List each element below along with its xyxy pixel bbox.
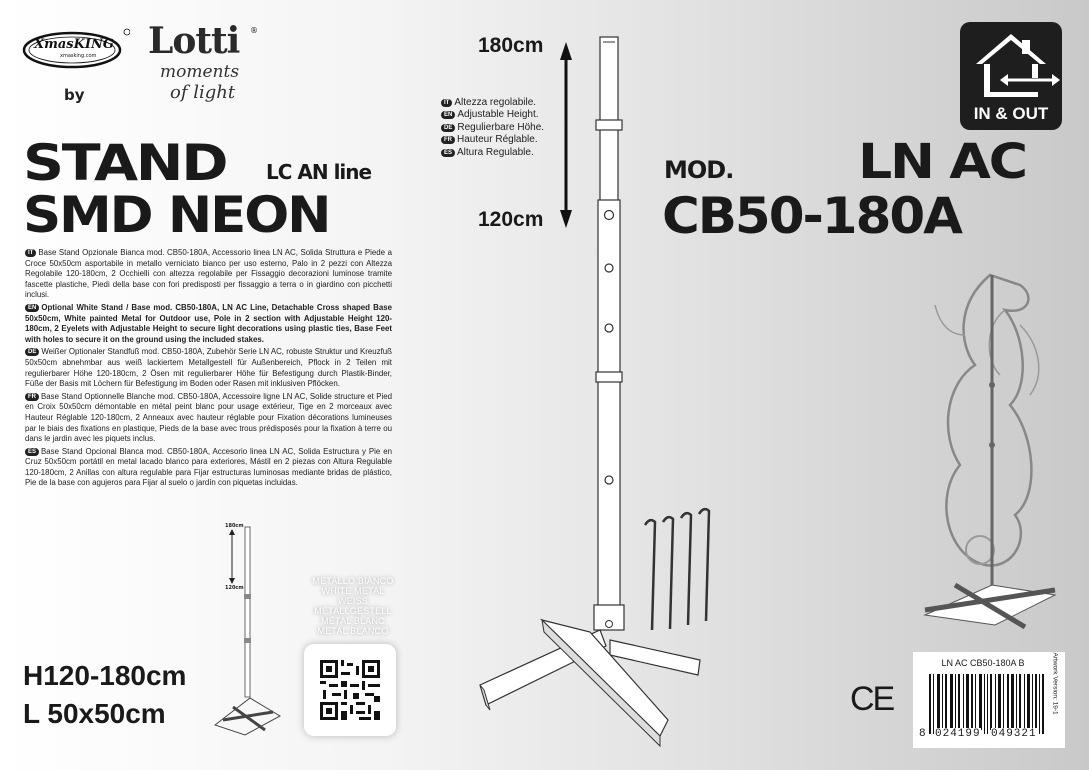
- description-fr: FR Base Stand Optionnelle Blanche mod. CB50-180A, Accessoire ligne LN AC, Solide structure et Pied en Croix 50x50cm démontable en métal peint blanc pour usage extérieur, Tige en 2 morceaux avec Hauteur Réglable 120-180cm, 2 Anneaux avec hauteur réglable pour Fixation décorations lumineuses par le biais des fixations en plastique, Pieds de la base avec trous prédisposés pour la fixation à terre ou dans le jardin avec les piquets inclus.: [25, 391, 392, 444]
- barcode-box: [913, 652, 1065, 748]
- qr-code: [320, 660, 380, 720]
- barcode-bars: [929, 674, 1045, 734]
- small-stand-drawing: [205, 520, 285, 740]
- metal-label-it: METALLO BIANCO: [312, 576, 394, 586]
- description-en: EN Optional White Stand / Base mod. CB50-180A, LN AC Line, Detachable Cross shaped Base 50x50cm, White painted Metal for Outdoor use, Pole in 2 section with Adjustable Height 120-180cm, 2 Eyelets with Adjustable Height to secure light decorations using plastic ties, Base Feet with holes to secure it on the ground using the included stakes.: [25, 302, 392, 344]
- lang-badge-fr: FR: [25, 393, 39, 401]
- barcode-version: Artwork Version: 19-1: [1051, 652, 1059, 715]
- qr-code-card: [304, 644, 396, 736]
- big-diagram-bottom: 120cm: [478, 208, 544, 231]
- barcode-title: LN AC CB50-180A B: [941, 658, 1025, 668]
- descriptions: [25, 248, 392, 491]
- metal-label-fr: MÉTAL BLANC: [321, 616, 385, 626]
- adjustable-it: IT Altezza regolabile.: [441, 97, 544, 109]
- metal-label-en: WHITE METAL: [321, 586, 385, 596]
- lotti-logo: Lotti: [148, 20, 240, 62]
- barcode-digit-first: 8: [919, 728, 926, 740]
- in-out-label: IN & OUT: [973, 104, 1049, 123]
- lang-badge-it: IT: [25, 249, 36, 257]
- lotti-registered-mark: ®: [250, 26, 258, 35]
- seahorse-decoration-illustration: [915, 265, 1065, 645]
- adjustable-fr: FR Hauteur Réglable.: [441, 134, 544, 146]
- barcode-digits-right: 049321: [991, 728, 1037, 740]
- lotti-tagline-2: of light: [170, 82, 236, 103]
- lang-badge-de: DE: [25, 348, 39, 356]
- metal-label-de: WEISS METALLGESTELL: [314, 596, 392, 616]
- model-mod-label: MOD.: [664, 156, 734, 184]
- title-line1: STAND: [23, 134, 227, 192]
- model-code: CB50-180A: [662, 187, 961, 245]
- lotti-tagline-1: moments: [160, 62, 240, 82]
- metal-label-es: METAL BLANCO: [317, 626, 389, 636]
- lang-badge-es: ES: [25, 448, 39, 456]
- metal-labels: [298, 576, 408, 636]
- xmasking-logo: [22, 28, 130, 72]
- title-line2: SMD NEON: [23, 186, 330, 244]
- adjustable-en: EN Adjustable Height.: [441, 109, 544, 121]
- adjustable-de: DE Regulierbare Höhe.: [441, 122, 544, 134]
- description-es: ES Base Stand Opcional Blanca mod. CB50-180A, Accesorio linea LN AC, Solida Estructura y Pie en Cruz 50x50cm portátil en metal lacado blanco para exteriores, Mástil en 2 piezas con Altura Regulable 120-180cm, 2 Anillas con altura regulable para Fijar estructuras luminosas mediante bridas de plástico, Pie de la base con agujeros para Fijar al suelo o jardín con piquetas incluidas.: [25, 446, 392, 488]
- adjustable-es: ES Altura Regulable.: [441, 147, 544, 159]
- model-line: LN AC: [858, 134, 1026, 190]
- small-diagram-bottom: 120cm: [225, 585, 244, 591]
- title-line1-suffix: LC AN line: [266, 160, 372, 184]
- adjustable-height-list: [441, 97, 544, 159]
- ce-mark: CE: [850, 680, 894, 718]
- description-it: IT Base Stand Opzionale Bianca mod. CB50-180A, Accessorio linea LN AC, Solida Struttura e Piede a Croce 50x50cm asportabile in metallo verniciato bianco per uso esterno, Palo in 2 pezzi con Altezza Regolabile 120-180cm, 2 Occhielli con altezza regolabile per Fissaggio decorazioni luminose tramite fascette plastiche, Piedi della base con fori predisposti per fissaggio a terra o in giardino con picchetti inclusi.: [25, 248, 392, 300]
- big-diagram-top: 180cm: [478, 34, 544, 57]
- barcode-digits-left: 024199: [935, 728, 981, 740]
- description-de: DE Weißer Optionaler Standfuß mod. CB50-180A, Zubehör Serie LN AC, robuste Struktur und Kreuzfuß 50x50cm abnehmbar aus weiß lackiertem Metallgestell für Außenbereich, Pflock in 2 Teilen mit regulierbarer Höhe 120-180cm, 2 Ösen mit regulierbarer Höhe für Befestigung durch Plastik-Binder, Füße der Basis mit Löchern für Befestigung im Boden oder Rasen mit inklusiven Pflöcken.: [25, 347, 392, 389]
- lang-badge-en: EN: [25, 304, 39, 312]
- dimension-height: H120-180cm: [23, 660, 187, 691]
- xmasking-site: xmasking.com: [60, 53, 97, 59]
- small-stand-diagram: [205, 520, 285, 740]
- small-diagram-top: 180cm: [225, 523, 244, 529]
- by-text: by: [64, 86, 85, 104]
- house-arrow-icon: [960, 22, 1062, 102]
- dimension-length: L 50x50cm: [23, 698, 166, 729]
- in-out-badge: [960, 22, 1062, 130]
- xmasking-name: XmasKING: [34, 37, 114, 52]
